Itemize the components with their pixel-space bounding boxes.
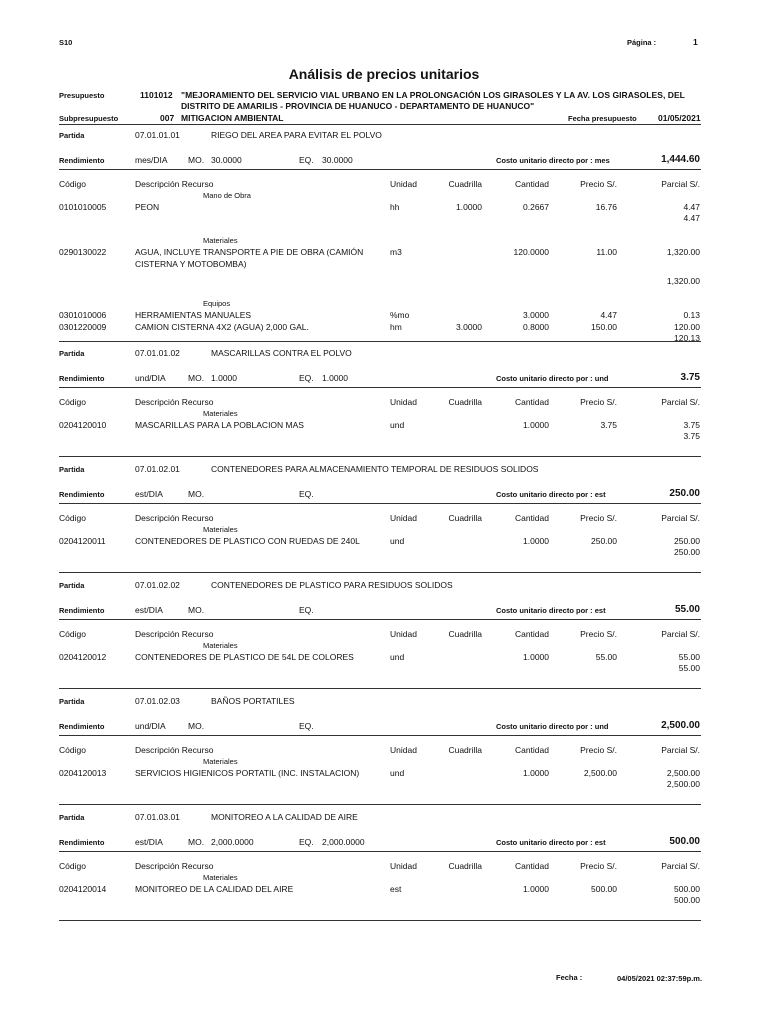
resource-unidad: m3 [390,247,402,257]
section-divider [59,387,701,388]
costo-unitario-value: 2,500.00 [661,720,700,731]
col-header-parcial: Parcial S/. [661,745,700,755]
rendimiento-label: Rendimiento [59,374,105,383]
costo-unitario-value: 500.00 [669,836,700,847]
resource-parcial: 250.00 [674,536,700,546]
resource-cantidad: 0.2667 [523,202,549,212]
group-subtotal: 55.00 [678,663,700,673]
col-header-codigo: Código [59,745,86,755]
col-header-precio: Precio S/. [580,745,617,755]
resource-cantidad: 1.0000 [523,768,549,778]
col-header-codigo: Código [59,179,86,189]
resource-unidad: %mo [390,310,410,320]
costo-unitario-label: Costo unitario directo por : und [496,722,609,731]
resource-precio: 500.00 [591,884,617,894]
presupuesto-desc-line1: "MEJORAMIENTO DEL SERVICIO VIAL URBANO EN LA PROLONGACIÓN LOS GIRASOLES Y LA AV. LOS GIRASOLES, DEL [181,90,685,100]
subpresupuesto-code: 007 [160,113,175,123]
section-divider [59,804,701,805]
resource-unidad: und [390,768,405,778]
mo-label: MO. [188,721,205,731]
col-header-precio: Precio S/. [580,629,617,639]
group-heading: Materiales [203,873,238,882]
mo-label: MO. [188,489,205,499]
partida-name: BAÑOS PORTATILES [211,696,295,706]
resource-cantidad: 0.8000 [523,322,549,332]
eq-label: EQ. [299,373,314,383]
page-number: 1 [693,37,698,47]
partida-label: Partida [59,697,85,706]
resource-precio: 150.00 [591,322,617,332]
costo-unitario-value: 3.75 [680,372,700,383]
col-header-descripcion: Descripción Recurso [135,629,214,639]
section-divider [59,688,701,689]
mo-label: MO. [188,373,205,383]
mo-label: MO. [188,837,205,847]
section-divider [59,503,701,504]
presupuesto-label: Presupuesto [59,91,105,100]
col-header-parcial: Parcial S/. [661,179,700,189]
col-header-unidad: Unidad [390,629,417,639]
resource-precio: 4.47 [600,310,617,320]
resource-codigo: 0101010005 [59,202,107,212]
group-subtotal: 4.47 [683,213,700,223]
resource-descripcion: SERVICIOS HIGIENICOS PORTATIL (INC. INSTALACION) [135,768,360,778]
col-header-unidad: Unidad [390,861,417,871]
costo-unitario-label: Costo unitario directo por : est [496,838,606,847]
resource-precio: 3.75 [600,420,617,430]
col-header-cuadrilla: Cuadrilla [448,179,482,189]
resource-parcial: 2,500.00 [666,768,700,778]
group-heading: Materiales [203,525,238,534]
footer-fecha-label: Fecha : [556,973,583,982]
resource-parcial: 3.75 [683,420,700,430]
resource-codigo: 0204120014 [59,884,107,894]
mo-label: MO. [188,605,205,615]
rendimiento-unit: est/DIA [135,489,163,499]
resource-cuadrilla: 3.0000 [456,322,482,332]
rendimiento-unit: mes/DIA [135,155,168,165]
partida-code: 07.01.01.01 [135,130,180,140]
resource-unidad: hh [390,202,400,212]
resource-descripcion: CAMION CISTERNA 4X2 (AGUA) 2,000 GAL. [135,322,309,332]
col-header-unidad: Unidad [390,397,417,407]
costo-unitario-label: Costo unitario directo por : est [496,606,606,615]
resource-precio: 55.00 [595,652,617,662]
partida-code: 07.01.02.02 [135,580,180,590]
resource-parcial: 120.00 [674,322,700,332]
section-divider [59,456,701,457]
resource-unidad: hm [390,322,402,332]
col-header-parcial: Parcial S/. [661,629,700,639]
partida-name: MONITOREO A LA CALIDAD DE AIRE [211,812,358,822]
resource-codigo: 0301220009 [59,322,107,332]
partida-code: 07.01.03.01 [135,812,180,822]
group-subtotal: 120.13 [674,333,700,343]
col-header-codigo: Código [59,397,86,407]
resource-descripcion: AGUA, INCLUYE TRANSPORTE A PIE DE OBRA (CAMIÓN [135,247,364,257]
resource-descripcion-cont: CISTERNA Y MOTOBOMBA) [135,259,247,269]
resource-cantidad: 1.0000 [523,536,549,546]
col-header-precio: Precio S/. [580,861,617,871]
mo-label: MO. [188,155,205,165]
resource-parcial: 0.13 [683,310,700,320]
col-header-unidad: Unidad [390,179,417,189]
section-divider [59,735,701,736]
resource-codigo: 0204120012 [59,652,107,662]
fecha-presupuesto-value: 01/05/2021 [658,113,701,123]
section-divider [59,920,701,921]
col-header-codigo: Código [59,513,86,523]
rendimiento-unit: und/DIA [135,373,166,383]
mo-value: 2,000.0000 [211,837,254,847]
resource-precio: 16.76 [595,202,617,212]
resource-precio: 11.00 [596,247,617,257]
resource-cantidad: 1.0000 [523,884,549,894]
rendimiento-label: Rendimiento [59,490,105,499]
subpresupuesto-name: MITIGACION AMBIENTAL [181,113,284,123]
col-header-cantidad: Cantidad [514,513,549,523]
subpresupuesto-label: Subpresupuesto [59,114,119,123]
col-header-cantidad: Cantidad [514,629,549,639]
col-header-cuadrilla: Cuadrilla [448,629,482,639]
fecha-presupuesto-label: Fecha presupuesto [568,114,637,123]
presupuesto-code: 1101012 [140,90,173,100]
col-header-cuadrilla: Cuadrilla [448,513,482,523]
mo-value: 1.0000 [211,373,237,383]
col-header-cantidad: Cantidad [514,745,549,755]
costo-unitario-label: Costo unitario directo por : est [496,490,606,499]
col-header-cantidad: Cantidad [514,861,549,871]
section-divider [59,341,701,342]
group-subtotal: 250.00 [674,547,700,557]
resource-cantidad: 1.0000 [523,652,549,662]
eq-label: EQ. [299,837,314,847]
col-header-cuadrilla: Cuadrilla [448,745,482,755]
resource-descripcion: CONTENEDORES DE PLASTICO DE 54L DE COLORES [135,652,354,662]
resource-cantidad: 120.0000 [513,247,549,257]
resource-unidad: und [390,536,405,546]
rendimiento-unit: est/DIA [135,837,163,847]
partida-name: MASCARILLAS CONTRA EL POLVO [211,348,352,358]
resource-codigo: 0204120010 [59,420,107,430]
partida-code: 07.01.01.02 [135,348,180,358]
col-header-cantidad: Cantidad [514,397,549,407]
section-divider [59,169,701,170]
partida-code: 07.01.02.01 [135,464,180,474]
eq-label: EQ. [299,605,314,615]
col-header-descripcion: Descripción Recurso [135,179,214,189]
resource-parcial: 55.00 [678,652,700,662]
col-header-unidad: Unidad [390,513,417,523]
costo-unitario-label: Costo unitario directo por : und [496,374,609,383]
group-subtotal: 1,320.00 [666,276,700,286]
rendimiento-unit: und/DIA [135,721,166,731]
eq-label: EQ. [299,721,314,731]
partida-name: CONTENEDORES PARA ALMACENAMIENTO TEMPORAL DE RESIDUOS SOLIDOS [211,464,539,474]
resource-unidad: und [390,652,405,662]
resource-codigo: 0204120013 [59,768,107,778]
group-subtotal: 2,500.00 [666,779,700,789]
col-header-codigo: Código [59,629,86,639]
section-divider [59,619,701,620]
mo-value: 30.0000 [211,155,242,165]
group-subtotal: 500.00 [674,895,700,905]
col-header-descripcion: Descripción Recurso [135,861,214,871]
resource-parcial: 500.00 [674,884,700,894]
col-header-descripcion: Descripción Recurso [135,745,214,755]
col-header-cantidad: Cantidad [514,179,549,189]
group-heading: Equipos [203,299,231,308]
resource-cantidad: 1.0000 [523,420,549,430]
col-header-codigo: Código [59,861,86,871]
header-divider [59,124,701,125]
partida-label: Partida [59,465,85,474]
col-header-descripcion: Descripción Recurso [135,397,214,407]
resource-descripcion: CONTENEDORES DE PLASTICO CON RUEDAS DE 240L [135,536,360,546]
costo-unitario-label: Costo unitario directo por : mes [496,156,610,165]
eq-value: 1.0000 [322,373,348,383]
partida-label: Partida [59,581,85,590]
col-header-precio: Precio S/. [580,179,617,189]
page-label: Página : [627,38,657,47]
presupuesto-desc-line2: DISTRITO DE AMARILIS - PROVINCIA DE HUANUCO - DEPARTAMENTO DE HUANUCO" [181,101,535,111]
col-header-parcial: Parcial S/. [661,397,700,407]
resource-codigo: 0290130022 [59,247,107,257]
group-heading: Materiales [203,409,238,418]
section-divider [59,851,701,852]
resource-parcial: 1,320.00 [666,247,700,257]
resource-descripcion: MASCARILLAS PARA LA POBLACION MAS [135,420,304,430]
col-header-cuadrilla: Cuadrilla [448,397,482,407]
resource-codigo: 0301010006 [59,310,107,320]
group-subtotal: 3.75 [683,431,700,441]
eq-value: 30.0000 [322,155,353,165]
resource-codigo: 0204120011 [59,536,106,546]
col-header-parcial: Parcial S/. [661,861,700,871]
section-divider [59,572,701,573]
resource-unidad: und [390,420,405,430]
page-title: Análisis de precios unitarios [288,66,480,82]
rendimiento-label: Rendimiento [59,722,105,731]
partida-label: Partida [59,349,85,358]
footer-fecha-value: 04/05/2021 02:37:59p.m. [617,974,703,983]
group-heading: Materiales [203,236,238,245]
col-header-precio: Precio S/. [580,397,617,407]
col-header-parcial: Parcial S/. [661,513,700,523]
costo-unitario-value: 55.00 [674,604,700,615]
resource-descripcion: HERRAMIENTAS MANUALES [135,310,252,320]
col-header-descripcion: Descripción Recurso [135,513,214,523]
partida-label: Partida [59,813,85,822]
partida-name: CONTENEDORES DE PLASTICO PARA RESIDUOS SOLIDOS [211,580,453,590]
resource-cuadrilla: 1.0000 [456,202,482,212]
resource-parcial: 4.47 [683,202,700,212]
partida-code: 07.01.02.03 [135,696,180,706]
resource-unidad: est [390,884,402,894]
eq-value: 2,000.0000 [322,837,365,847]
group-heading: Mano de Obra [203,191,251,200]
eq-label: EQ. [299,155,314,165]
resource-descripcion: MONITOREO DE LA CALIDAD DEL AIRE [135,884,294,894]
resource-descripcion: PEON [135,202,160,212]
rendimiento-label: Rendimiento [59,156,105,165]
costo-unitario-value: 250.00 [669,488,700,499]
eq-label: EQ. [299,489,314,499]
col-header-precio: Precio S/. [580,513,617,523]
partida-label: Partida [59,131,85,140]
partida-name: RIEGO DEL AREA PARA EVITAR EL POLVO [211,130,382,140]
report-code: S10 [59,38,73,47]
rendimiento-label: Rendimiento [59,838,105,847]
group-heading: Materiales [203,757,238,766]
rendimiento-label: Rendimiento [59,606,105,615]
group-heading: Materiales [203,641,238,650]
resource-cantidad: 3.0000 [523,310,549,320]
resource-precio: 2,500.00 [583,768,617,778]
col-header-unidad: Unidad [390,745,417,755]
col-header-cuadrilla: Cuadrilla [448,861,482,871]
resource-precio: 250.00 [591,536,617,546]
rendimiento-unit: est/DIA [135,605,163,615]
costo-unitario-value: 1,444.60 [661,154,700,165]
